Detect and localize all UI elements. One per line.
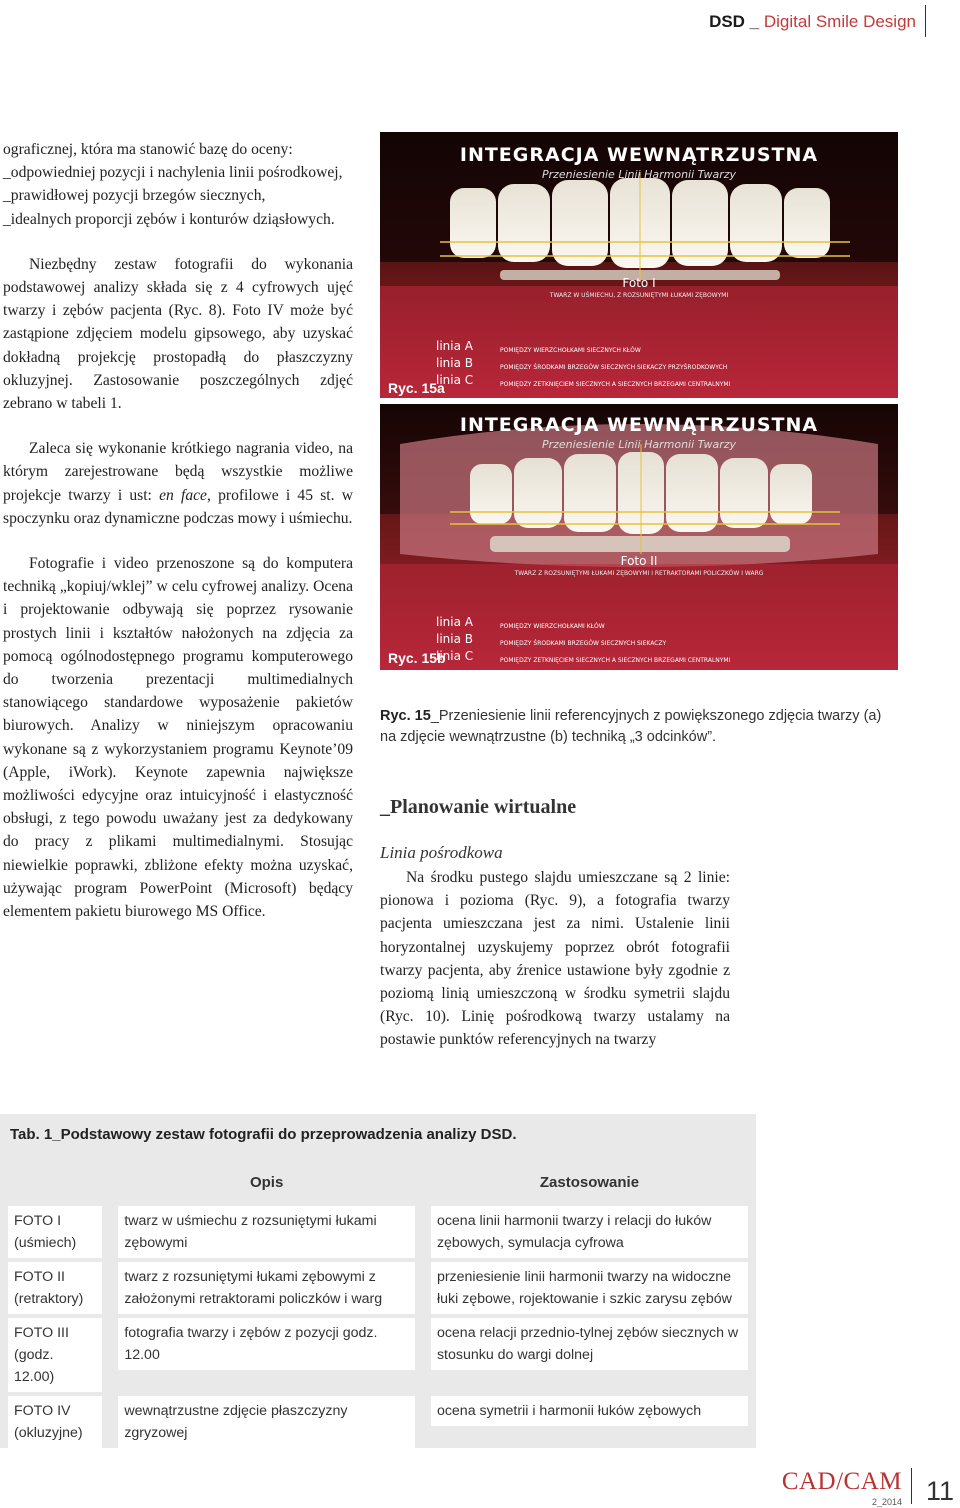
figure-line-descriptions — [500, 342, 730, 393]
table-cell: ocena symetrii i harmonii łuków zębowych — [431, 1396, 748, 1426]
figure-15b — [380, 404, 898, 670]
list-item: _idealnych proporcji zębów i konturów dziąsłowych. — [3, 210, 335, 228]
figure-15a — [380, 132, 898, 398]
list-item: _prawidłowej pozycji brzegów siecznych, — [3, 187, 266, 205]
magazine-logo: CAD/CAM — [781, 1468, 902, 1495]
table-row — [0, 1260, 756, 1316]
left-column — [3, 138, 353, 923]
photo-table — [0, 1160, 756, 1450]
figure-label: Ryc. 15b — [388, 650, 446, 666]
footer-divider — [911, 1468, 912, 1504]
table-cell: wewnątrzustne zdjęcie płaszczyzny zgryzowej — [118, 1396, 415, 1448]
table-header: Zastosowanie — [539, 1174, 640, 1191]
issue-number: 2_2014 — [871, 1497, 902, 1507]
line-description: POMIĘDZY WIERZCHOŁKAMI KŁÓW — [500, 623, 605, 630]
line-description: POMIĘDZY ZETKNIĘCIEM SIECZNYCH A SIECZNYCH BRZEGAMI CENTRALNYMI — [500, 657, 731, 664]
table-cell: FOTO IV (okluzyjne) — [8, 1396, 102, 1448]
table-row — [0, 1316, 756, 1394]
running-header — [709, 12, 916, 32]
table-cell: ocena relacji przednio-tylnej zębów siecznych w stosunku do wargi dolnej — [431, 1318, 748, 1370]
table-cell: FOTO I (uśmiech) — [8, 1206, 102, 1258]
page-number: 11 — [925, 1476, 954, 1506]
table-row — [0, 1204, 756, 1260]
caption-text: _Przeniesienie linii referencyjnych z powiększonego zdjęcia twarzy (a) na zdjęcie wewnątrzustne (b) techniką „3 odcinków”. — [380, 708, 882, 745]
line-label: linia C — [436, 649, 474, 663]
figure-title: INTEGRACJA WEWNĄTRZUSTNA — [459, 414, 819, 436]
left-paragraph-3: Zaleca się wykonanie krótkiego nagrania video, na którym zarejestrowane będą wszystkie możliwe projekcje twarzy i ust: en face, profilowe i 45 st. w spoczynku oraz dynamiczne podczas mowy i uśmiechu. — [3, 440, 353, 527]
left-paragraph-2: Niezbędny zestaw fotografii do wykonania podstawowej analizy składa się z 4 cyfrowych ujęć twarzy i zębów pacjenta (Ryc. 8). Foto IV może być zastąpione zdjęciem modelu gipsowego, aby uzyskać dokładną projekcję prostopadłą do płaszczyzny okluzyjnej. Zastosowanie poszczególnych zdjęć zebrano w tabeli 1. — [3, 255, 353, 413]
table-cell: przeniesienie linii harmonii twarzy na widoczne łuki zębowe, rojektowanie i szkic zarysu zębów — [431, 1262, 748, 1314]
figure-caption — [380, 706, 900, 748]
table-row — [0, 1394, 756, 1450]
figure-subtitle: Przeniesienie Linii Harmonii Twarzy — [541, 168, 737, 181]
table-cell: FOTO II (retraktory) — [8, 1262, 102, 1314]
italic-term: en face — [159, 486, 207, 504]
figure-line-descriptions — [500, 618, 730, 669]
table-cell: fotografia twarzy i zębów z pozycji godz. 12.00 — [118, 1318, 415, 1370]
header-title: Digital Smile Design — [763, 12, 916, 31]
list-item: _odpowiedniej pozycji i nachylenia linii pośrodkowej, — [3, 164, 343, 182]
caption-label: Ryc. 15 — [380, 708, 431, 724]
line-label: linia A — [436, 339, 473, 353]
line-label: linia B — [436, 632, 474, 646]
table-cell: twarz z rozsuniętymi łukami zębowymi z założonymi retraktorami policzków i warg — [118, 1262, 415, 1314]
left-paragraph-1: ograficznej, która ma stanowić bazę do oceny: — [3, 141, 293, 158]
left-paragraph-4: Fotografie i video przenoszone są do komputera techniką „kopiuj/wklej” w celu cyfrowej analizy. Ocena i projektowanie odbywają się poprzez rysowanie prostych linii i kształtów nałożonych na zdjęcia za pomocą ogólnodostępnego programu komputerowego do tworzenia prezentacji multimedialnych stanowiącego standardowe wyposażenie pakietów biurowych. Analizy w niniejszym opracowaniu wykonane są z wykorzystaniem programu Keynote’09 (Apple, iWork). Keynote zapewnia największe możliwości edycyjne oraz intuicyjność i elastyczność obsługi, z tego powodu uważany jest za dedykowany do pracy z plikami multimedialnymi. Stosując niewielkie poprawki, zbliżone efekty można uzyskać, używając program PowerPoint (Microsoft) będący elementem pakietu biurowego MS Office. — [3, 555, 353, 921]
right-paragraph: Na środku pustego slajdu umieszczane są 2 linie: pionowa i pozioma (Ryc. 9), a fotografia twarzy pacjenta umieszczana jest za nimi. Ustalenie linii horyzontalnej uzyskujemy poprzez obrót fotografii twarzy pacjenta, aby źrenice ustawione były zgodnie z poziomą linią umieszczoną w środku symetrii slajdu (Ryc. 10). Linię pośrodkową twarzy ustalamy na postawie punktów referencyjnych na twarzy — [380, 869, 730, 1049]
line-description: POMIĘDZY ZETKNIĘCIEM SIECZNYCH A SIECZNYCH BRZEGAMI CENTRALNYMI — [500, 381, 731, 388]
line-label: linia A — [436, 615, 473, 629]
table-cell: FOTO III (godz. 12.00) — [8, 1318, 102, 1392]
header-divider — [925, 5, 926, 37]
figure-foto-label: Foto I — [622, 276, 656, 290]
figure-label: Ryc. 15a — [388, 380, 445, 396]
figure-foto-label: Foto II — [620, 554, 658, 568]
line-label: linia B — [436, 356, 474, 370]
subsection-title: Linia pośrodkowa — [380, 843, 503, 862]
table-header-row — [0, 1160, 756, 1204]
table-cell: ocena linii harmonii twarzy i relacji do łuków zębowych, symulacja cyfrowa — [431, 1206, 748, 1258]
header-brand: DSD _ — [709, 12, 760, 31]
table-header: Opis — [249, 1174, 284, 1191]
line-description: POMIĘDZY ŚRODKAMI BRZEGÓW SIECZNYCH SIEKACZY PRZYŚRODKOWYCH — [500, 364, 728, 371]
table-header — [0, 1160, 110, 1204]
line-description: POMIĘDZY ŚRODKAMI BRZEGÓW SIECZNYCH SIEKACZY — [500, 640, 667, 647]
figure-foto-caption: TWARZ W UŚMIECHU, Z ROZSUNIĘTYMI ŁUKAMI ZĘBOWYMI — [549, 292, 729, 299]
figure-foto-caption: TWARZ Z ROZSUNIĘTYMI ŁUKAMI ZĘBOWYMI I RETRAKTORAMI POLICZKÓW I WARG — [514, 570, 764, 577]
line-description: POMIĘDZY WIERZCHOŁKAMI SIECZNYCH KŁÓW — [500, 347, 641, 354]
figure-subtitle: Przeniesienie Linii Harmonii Twarzy — [541, 438, 737, 451]
line-label: linia C — [436, 373, 474, 387]
figure-title: INTEGRACJA WEWNĄTRZUSTNA — [459, 144, 819, 166]
section-title: _Planowanie wirtualne — [380, 796, 577, 818]
table-title: Tab. 1_Podstawowy zestaw fotografii do przeprowadzenia analizy DSD. — [10, 1126, 517, 1143]
table-cell: twarz w uśmiechu z rozsuniętymi łukami zębowymi — [118, 1206, 415, 1258]
